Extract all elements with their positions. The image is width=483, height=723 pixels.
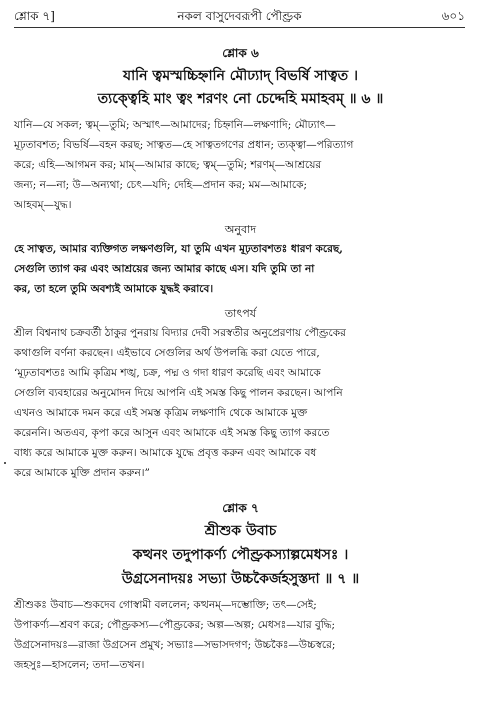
purport-heading: তাৎপর্য	[224, 307, 257, 320]
purport-line: শ্রীল বিশ্বনাথ চক্রবর্তী ঠাকুর পুনরায় বিদ্যার দেবী সরস্বতীর অনুপ্রেরণায় পৌণ্ড্রকের	[14, 327, 346, 339]
verse-7-line-2: উগ্রসেনাদয়ঃ সভ্যা উচ্চকৈর্জহসুস্তদা ॥ ৭ ॥	[121, 571, 360, 587]
synonyms-6-line: যানি—যে সকল; ত্বম্—তুমি; অস্মাৎ—আমাদের; চিহ্নানি—লক্ষণাদি; মৌঢ্যাৎ—	[14, 119, 336, 131]
verse-7-heading: শ্লোক ৭	[222, 501, 259, 515]
purport-line: সেগুলি ব্যবহারের অনুমোদন দিয়ে আপনি এই সমস্ত কিছু পালন করছেন। আপনি	[14, 387, 343, 399]
verse-6-line-1: যানি ত্বমস্মচ্চিহ্নানি মৌঢ্যাদ্ বিভর্ষি সাত্বত ।	[123, 68, 358, 84]
purport-line: করে আমাকে মুক্তি প্রদান করুন।”	[14, 467, 150, 479]
synonyms-6-line: জন্য; ন—না; উ—অন্যথা; চেৎ—যদি; দেহি—প্রদান কর; মম—আমাকে;	[14, 179, 308, 191]
header-divider	[14, 27, 465, 28]
synonyms-7-line: শ্রীশুকঃ উবাচ—শুকদেব গোস্বামী বললেন; কত্থনম্—দম্ভোক্তি; তৎ—সেই;	[14, 599, 317, 611]
synonyms-7-line: উপাকর্ণ্য—শ্রবণ করে; পৌণ্ড্রকস্য—পৌণ্ড্রকের; অল্প—অল্প; মেধসঃ—যার বুদ্ধি;	[14, 619, 336, 631]
header-verse-ref: শ্লোক ৭]	[14, 9, 55, 23]
synonyms-7-line: উগ্রসেনাদয়ঃ—রাজা উগ্রসেন প্রমুখ; সভ্যাঃ—সভাসদগণ; উচ্চকৈঃ—উচ্চস্বরে;	[14, 639, 336, 651]
synonyms-6-line: করে; এহি—আগমন কর; মাম্—আমার কাছে; ত্বম্—তুমি; শরণম্—আশ্রয়ের	[14, 159, 322, 171]
page-header	[14, 8, 465, 26]
header-page-number: ৬০১	[441, 9, 465, 23]
translation-line: সেগুলি ত্যাগ কর এবং আশ্রয়ের জন্য আমার কাছে এস। যদি তুমি তা না	[14, 263, 315, 275]
verse-6-line-2: ত্যক্ত্বেহি মাং ত্বং শরণং নো চেদ্দেহি মমাহবম্ ॥ ৬ ॥	[97, 91, 384, 107]
synonyms-7-line: জহসুঃ—হাসলেন; তদা—তখন।	[14, 659, 145, 671]
purport-line: এখনও আমাকে দমন করে এই সমস্ত কৃত্রিম লক্ষণাদি থেকে আমাকে মুক্ত	[14, 407, 308, 419]
verse-7-speaker: শ্রীশুক উবাচ	[204, 523, 277, 539]
purport-line: করেননি। অতএব, কৃপা করে আসুন এবং আমাকে এই সমস্ত কিছু ত্যাগ করতে	[14, 427, 330, 439]
header-chapter-title: নকল বাসুদেবরূপী পৌণ্ড্রক	[177, 9, 302, 23]
verse-6-heading: শ্লোক ৬	[222, 46, 259, 60]
translation-line: হে সাত্বত, আমার ব্যক্তিগত লক্ষণগুলি, যা তুমি এখন মূঢ়তাবশতঃ ধারণ করেছ,	[14, 243, 343, 255]
purport-line: বাধ্য করে আমাকে মুক্ত করুন। আমাকে যুদ্ধে প্রবৃত্ত করুন এবং আমাকে বধ	[14, 447, 317, 459]
synonyms-6-line: আহবম্—যুদ্ধ।	[14, 199, 72, 211]
translation-heading: অনুবাদ	[224, 223, 257, 236]
print-speck	[4, 462, 6, 464]
verse-7-line-1: কত্থনং তদুপাকর্ণ্য পৌণ্ড্রকস্যাল্পমেধসঃ ।	[132, 547, 349, 563]
synonyms-6-line: মূঢ়তাবশত; বিভর্ষি—বহন করছ; সাত্বত—হে সাত্বতগণের প্রধান; ত্যক্ত্বা—পরিত্যাগ	[14, 139, 354, 151]
purport-line: ‘মূঢ়তাবশতঃ আমি কৃত্রিম শঙ্খ, চক্র, পদ্ম ও গদা ধারণ করেছি এবং আমাকে	[14, 367, 321, 379]
translation-line: কর, তা হলে তুমি অবশ্যই আমাকে যুদ্ধই করাবে।	[14, 283, 214, 295]
purport-line: কথাগুলি বর্ণনা করছেন। এইভাবে সেগুলির অর্থ উপলব্ধি করা যেতে পারে,	[14, 347, 320, 359]
